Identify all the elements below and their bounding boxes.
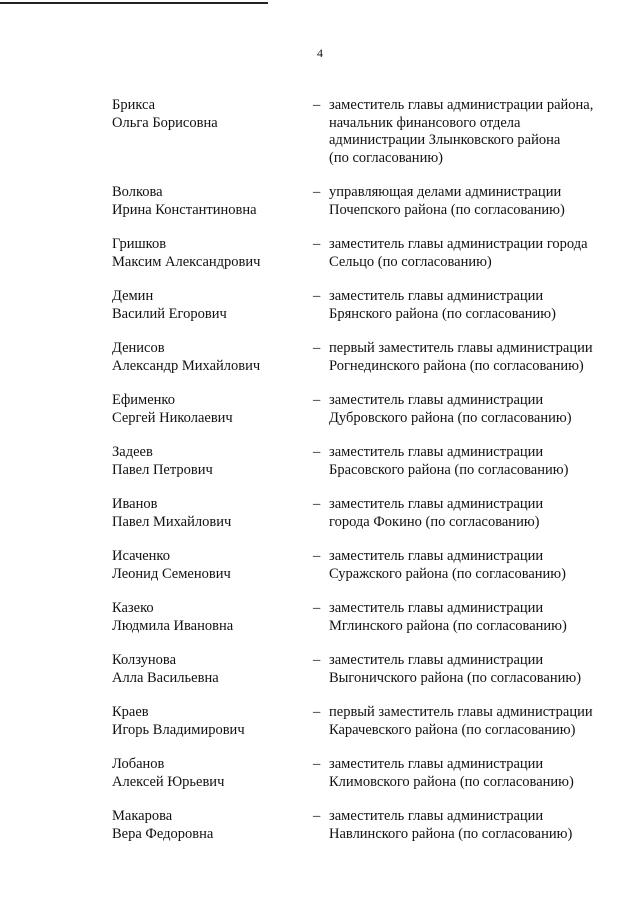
member-name (112, 548, 302, 583)
member-surname: Иванов (112, 496, 158, 512)
member-name (112, 652, 302, 687)
member-position (329, 600, 629, 635)
member-position (329, 288, 629, 323)
position-line: Мглинского района (по согласованию) (329, 617, 567, 634)
position-line: заместитель главы администрации (329, 496, 544, 512)
position-line: заместитель главы администрации (329, 808, 544, 824)
member-position (329, 392, 629, 427)
member-name (112, 340, 302, 375)
member-given-names: Александр Михайлович (112, 357, 261, 374)
member-surname: Исаченко (112, 548, 170, 564)
position-line: заместитель главы администрации (329, 652, 544, 668)
member-given-names: Алла Васильевна (112, 669, 219, 686)
member-surname: Демин (112, 288, 154, 304)
position-line: заместитель главы администрации (329, 444, 544, 460)
member-given-names: Сергей Николаевич (112, 409, 233, 426)
member-name (112, 288, 302, 323)
member-name (112, 444, 302, 479)
position-line: заместитель главы администрации (329, 392, 544, 408)
separator-dash: – (313, 756, 321, 772)
separator-dash: – (313, 444, 321, 460)
separator-dash: – (313, 652, 321, 668)
member-given-names: Ирина Константиновна (112, 201, 257, 218)
member-name (112, 184, 302, 219)
member-name (112, 600, 302, 635)
member-position (329, 496, 629, 531)
position-line: Дубровского района (по согласованию) (329, 409, 572, 426)
member-given-names: Вера Федоровна (112, 825, 214, 842)
member-name (112, 496, 302, 531)
position-line: Брасовского района (по согласованию) (329, 461, 569, 478)
separator-dash: – (313, 808, 321, 824)
member-given-names: Игорь Владимирович (112, 721, 245, 738)
member-name (112, 704, 302, 739)
position-line: города Фокино (по согласованию) (329, 513, 540, 530)
member-name (112, 756, 302, 791)
page-number: 4 (317, 46, 323, 60)
position-line: Брянского района (по согласованию) (329, 305, 556, 322)
member-position (329, 444, 629, 479)
member-given-names: Алексей Юрьевич (112, 773, 225, 790)
position-line: начальник финансового отдела (329, 114, 521, 131)
member-name (112, 392, 302, 427)
position-line: заместитель главы администрации (329, 548, 544, 564)
member-given-names: Ольга Борисовна (112, 114, 218, 131)
position-line: Выгоничского района (по согласованию) (329, 669, 582, 686)
position-line: заместитель главы администрации (329, 288, 544, 304)
member-position (329, 704, 629, 739)
position-line: управляющая делами администрации (329, 184, 562, 200)
member-position (329, 548, 629, 583)
member-given-names: Максим Александрович (112, 253, 261, 270)
separator-dash: – (313, 97, 321, 113)
member-given-names: Павел Петрович (112, 461, 213, 478)
member-position (329, 184, 629, 219)
member-surname: Ефименко (112, 392, 175, 408)
position-line: Климовского района (по согласованию) (329, 773, 574, 790)
position-line: Карачевского района (по согласованию) (329, 721, 576, 738)
separator-dash: – (313, 288, 321, 304)
member-position (329, 808, 629, 843)
member-position (329, 340, 629, 375)
position-line: администрации Злынковского района (329, 132, 561, 148)
position-line: заместитель главы администрации (329, 756, 544, 772)
position-line: Рогнединского района (по согласованию) (329, 357, 584, 374)
separator-dash: – (313, 704, 321, 720)
member-position (329, 652, 629, 687)
separator-dash: – (313, 496, 321, 512)
member-surname: Колзунова (112, 652, 177, 668)
position-line: Почепского района (по согласованию) (329, 201, 565, 218)
member-position (329, 236, 629, 271)
position-line: первый заместитель главы администрации (329, 340, 593, 356)
member-surname: Лобанов (112, 756, 165, 772)
member-surname: Макарова (112, 808, 173, 824)
position-line: заместитель главы администрации города (329, 236, 588, 252)
position-line: первый заместитель главы администрации (329, 704, 593, 720)
member-given-names: Леонид Семенович (112, 565, 231, 582)
separator-dash: – (313, 236, 321, 252)
position-line: (по согласованию) (329, 149, 443, 166)
position-line: заместитель главы администрации района, (329, 97, 594, 113)
member-given-names: Людмила Ивановна (112, 617, 234, 634)
separator-dash: – (313, 340, 321, 356)
position-line: заместитель главы администрации (329, 600, 544, 616)
member-position (329, 97, 629, 167)
member-surname: Казеко (112, 600, 154, 616)
separator-dash: – (313, 548, 321, 564)
top-rule (0, 2, 268, 4)
separator-dash: – (313, 184, 321, 200)
member-surname: Гришков (112, 236, 167, 252)
position-line: Навлинского района (по согласованию) (329, 825, 573, 842)
member-given-names: Павел Михайлович (112, 513, 232, 530)
member-name (112, 808, 302, 843)
member-position (329, 756, 629, 791)
member-surname: Задеев (112, 444, 153, 460)
member-name (112, 236, 302, 271)
member-surname: Волкова (112, 184, 163, 200)
member-surname: Брикса (112, 97, 156, 113)
member-given-names: Василий Егорович (112, 305, 227, 322)
separator-dash: – (313, 392, 321, 408)
member-name (112, 97, 302, 132)
separator-dash: – (313, 600, 321, 616)
member-surname: Денисов (112, 340, 165, 356)
position-line: Суражского района (по согласованию) (329, 565, 566, 582)
position-line: Сельцо (по согласованию) (329, 253, 492, 270)
member-surname: Краев (112, 704, 149, 720)
